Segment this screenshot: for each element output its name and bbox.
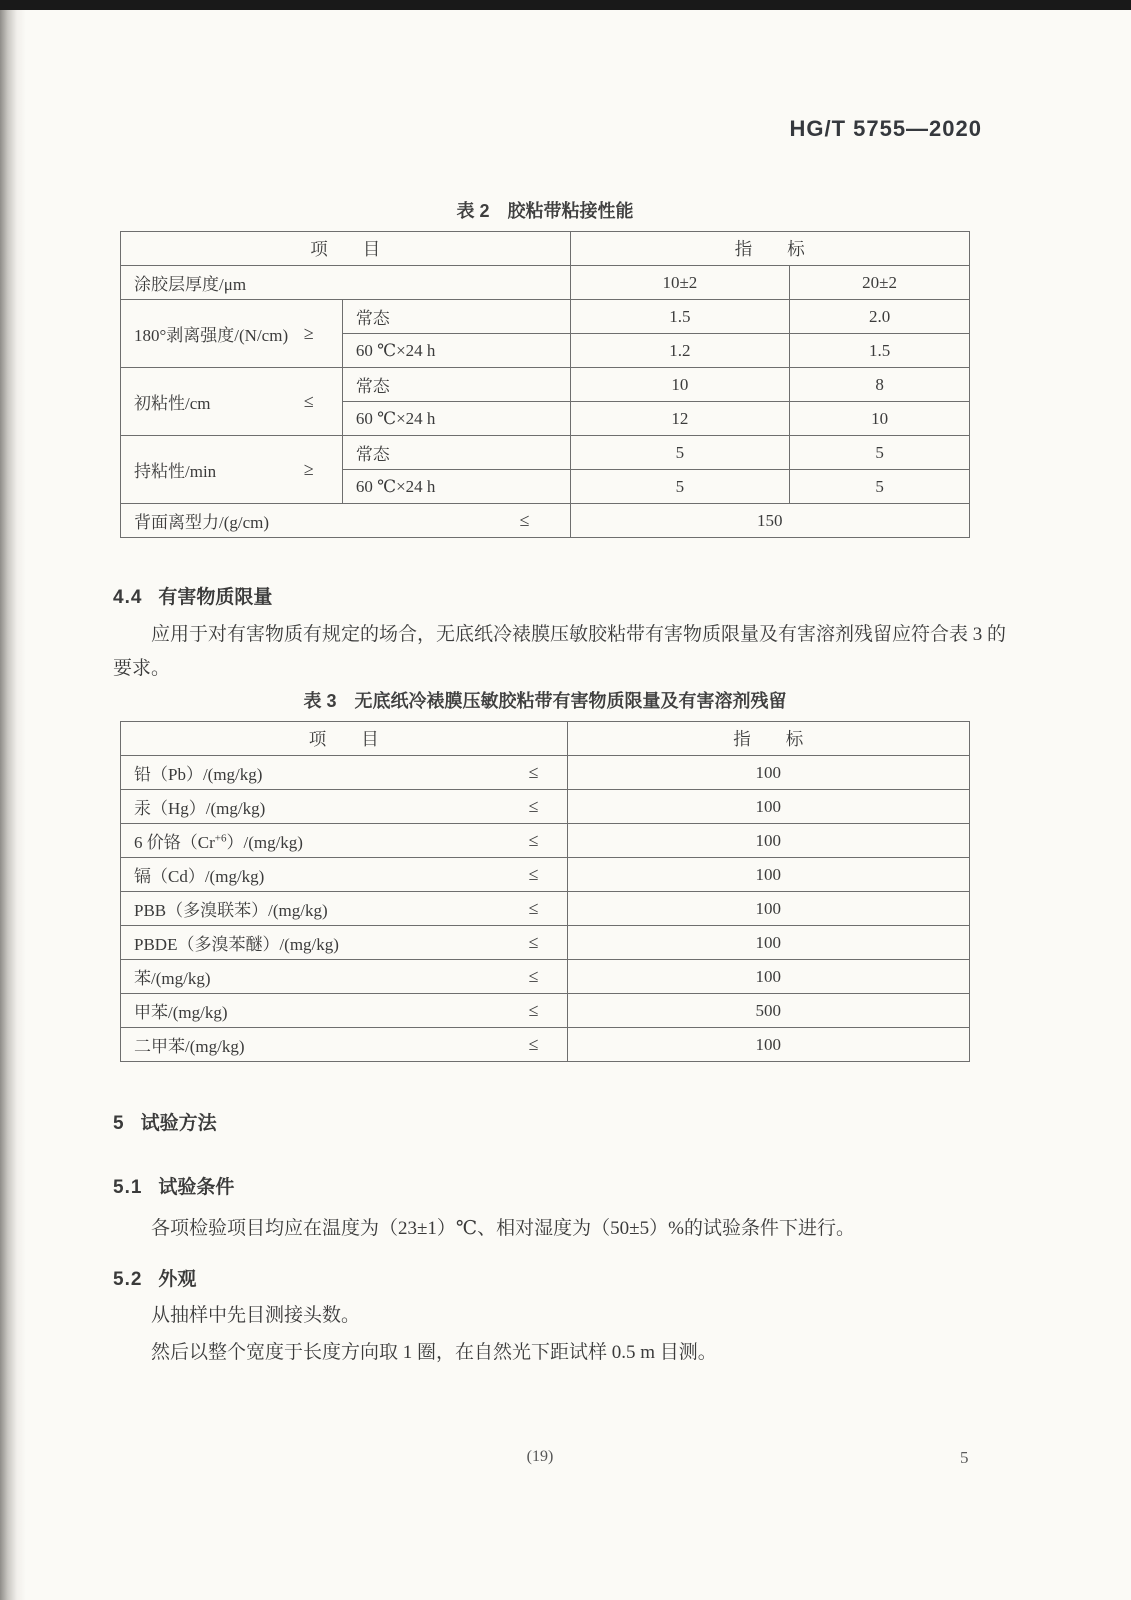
row-label: 二甲苯/(mg/kg) (134, 1037, 245, 1056)
value-cell: 100 (567, 1028, 969, 1062)
table-row (121, 960, 970, 994)
less-equal-symbol: ≤ (528, 830, 539, 850)
table-row (121, 892, 970, 926)
table2-caption-text: 胶粘带粘接性能 (507, 201, 634, 221)
value-cell: 10±2 (570, 266, 790, 300)
row-label-group (121, 892, 568, 926)
section-title: 有害物质限量 (158, 587, 273, 608)
superscript: +6 (214, 832, 227, 845)
less-equal-symbol: ≤ (528, 898, 539, 918)
standard-code: HG/T 5755—2020 (789, 116, 982, 141)
table-row (121, 436, 970, 470)
value-cell: 1.5 (790, 334, 970, 368)
value-cell: 500 (567, 994, 969, 1028)
row-label-group (121, 504, 571, 538)
table-row (121, 504, 970, 538)
less-equal-symbol: ≤ (528, 796, 539, 816)
row-label-group (121, 1028, 568, 1062)
section-number: 5.1 (113, 1177, 143, 1198)
table2-header-row (121, 232, 970, 266)
table3-caption-label: 表 3 (303, 691, 337, 711)
table3-header-index: 指 标 (567, 722, 969, 756)
row-label: PBDE（多溴苯醚）/(mg/kg) (134, 935, 339, 954)
section-number: 5 (113, 1113, 125, 1134)
section-title: 试验条件 (158, 1177, 235, 1198)
value-cell: 100 (567, 960, 969, 994)
row-label: 持粘性/min (134, 462, 217, 481)
table3-header-row (121, 722, 970, 756)
table-row (121, 994, 970, 1028)
value-cell: 100 (567, 926, 969, 960)
row-label: 初粘性/cm (134, 394, 211, 413)
value-cell: 10 (570, 368, 790, 402)
value-cell: 5 (790, 470, 970, 504)
value-cell: 20±2 (790, 266, 970, 300)
row-label: 涂胶层厚度/μm (121, 266, 571, 300)
less-equal-symbol: ≤ (528, 966, 539, 986)
less-equal-symbol: ≤ (528, 864, 539, 884)
condition-cell: 60 ℃×24 h (342, 402, 570, 436)
section-4-4-paragraph: 应用于对有害物质有规定的场合，无底纸冷裱膜压敏胶粘带有害物质限量及有害溶剂残留应符合表 3 的要求。 (113, 624, 1007, 679)
row-label-group (121, 926, 568, 960)
section-5-1-paragraph: 各项检验项目均应在温度为（23±1）℃、相对湿度为（50±5）%的试验条件下进行。 (151, 1218, 855, 1239)
value-cell: 2.0 (790, 300, 970, 334)
row-label-group (121, 436, 343, 504)
table2-header-index: 指 标 (570, 232, 969, 266)
table2-caption-label: 表 2 (456, 201, 490, 221)
value-cell: 5 (570, 436, 790, 470)
condition-cell: 常态 (342, 300, 570, 334)
value-cell: 10 (790, 402, 970, 436)
less-equal-symbol: ≤ (519, 510, 530, 530)
value-cell: 100 (567, 756, 969, 790)
table2-header-item: 项 目 (121, 232, 571, 266)
greater-equal-symbol: ≥ (303, 459, 314, 479)
condition-cell: 60 ℃×24 h (342, 470, 570, 504)
less-equal-symbol: ≤ (303, 391, 314, 411)
row-label-group (121, 824, 568, 858)
condition-cell: 常态 (342, 368, 570, 402)
table2-adhesion-performance (120, 231, 970, 538)
row-label-group (121, 960, 568, 994)
value-cell: 5 (790, 436, 970, 470)
section-title: 试验方法 (140, 1113, 217, 1134)
section-number: 4.4 (113, 587, 143, 608)
section-5-2-heading (113, 1264, 196, 1291)
value-cell: 1.5 (570, 300, 790, 334)
value-cell: 5 (570, 470, 790, 504)
row-label: 甲苯/(mg/kg) (134, 1003, 228, 1022)
row-label: 苯/(mg/kg) (134, 969, 211, 988)
value-cell: 12 (570, 402, 790, 436)
section-5-heading (113, 1108, 217, 1135)
table-row (121, 824, 970, 858)
page-number: 5 (960, 1448, 969, 1467)
scan-top-edge (0, 0, 1131, 10)
table-row (121, 300, 970, 334)
section-4-4-heading (113, 582, 272, 609)
table-row (121, 756, 970, 790)
row-label-group (121, 790, 568, 824)
row-label-group (121, 756, 568, 790)
value-cell: 1.2 (570, 334, 790, 368)
row-label: 6 价铬$(Cr^{+6})/(mg/kg)$ (134, 832, 303, 852)
value-cell: 100 (567, 790, 969, 824)
less-equal-symbol: ≤ (528, 932, 539, 952)
table3-hazardous-substances (120, 721, 970, 1062)
row-label-group (121, 994, 568, 1028)
table-row (121, 790, 970, 824)
section-5-2-paragraph-1: 从抽样中先目测接头数。 (151, 1305, 361, 1326)
table3-caption (120, 687, 970, 713)
value-cell: 150 (570, 504, 969, 538)
scan-left-edge (0, 10, 26, 1600)
row-label-group (121, 858, 568, 892)
row-label: 180°剥离强度/(N/cm) (134, 326, 289, 345)
row-label-group (121, 300, 343, 368)
table-row (121, 926, 970, 960)
less-equal-symbol: ≤ (528, 762, 539, 782)
footer-folio: (19) (526, 1448, 554, 1465)
section-5-2-paragraph-2: 然后以整个宽度于长度方向取 1 圈，在自然光下距试样 0.5 m 目测。 (151, 1342, 717, 1363)
value-cell: 100 (567, 858, 969, 892)
section-5-1-heading (113, 1172, 234, 1199)
row-label-group (121, 368, 343, 436)
table3-header-item: 项 目 (121, 722, 568, 756)
value-cell: 8 (790, 368, 970, 402)
row-label: 背面离型力/(g/cm) (134, 513, 270, 532)
row-label: 铅（Pb）/(mg/kg) (134, 765, 263, 784)
row-label: PBB（多溴联苯）/(mg/kg) (134, 901, 328, 920)
table-row (121, 368, 970, 402)
table-row (121, 266, 970, 300)
section-title: 外观 (158, 1269, 197, 1290)
table3-caption-text: 无底纸冷裱膜压敏胶粘带有害物质限量及有害溶剂残留 (354, 691, 787, 711)
row-label: 汞（Hg）/(mg/kg) (134, 799, 266, 818)
section-number: 5.2 (113, 1269, 143, 1290)
table2-caption (120, 197, 970, 223)
less-equal-symbol: ≤ (528, 1000, 539, 1020)
condition-cell: 常态 (342, 436, 570, 470)
table-row (121, 1028, 970, 1062)
row-label: 镉（Cd）/(mg/kg) (134, 867, 265, 886)
table-row (121, 858, 970, 892)
value-cell: 100 (567, 824, 969, 858)
value-cell: 100 (567, 892, 969, 926)
greater-equal-symbol: ≥ (303, 323, 314, 343)
condition-cell: 60 ℃×24 h (342, 334, 570, 368)
less-equal-symbol: ≤ (528, 1034, 539, 1054)
